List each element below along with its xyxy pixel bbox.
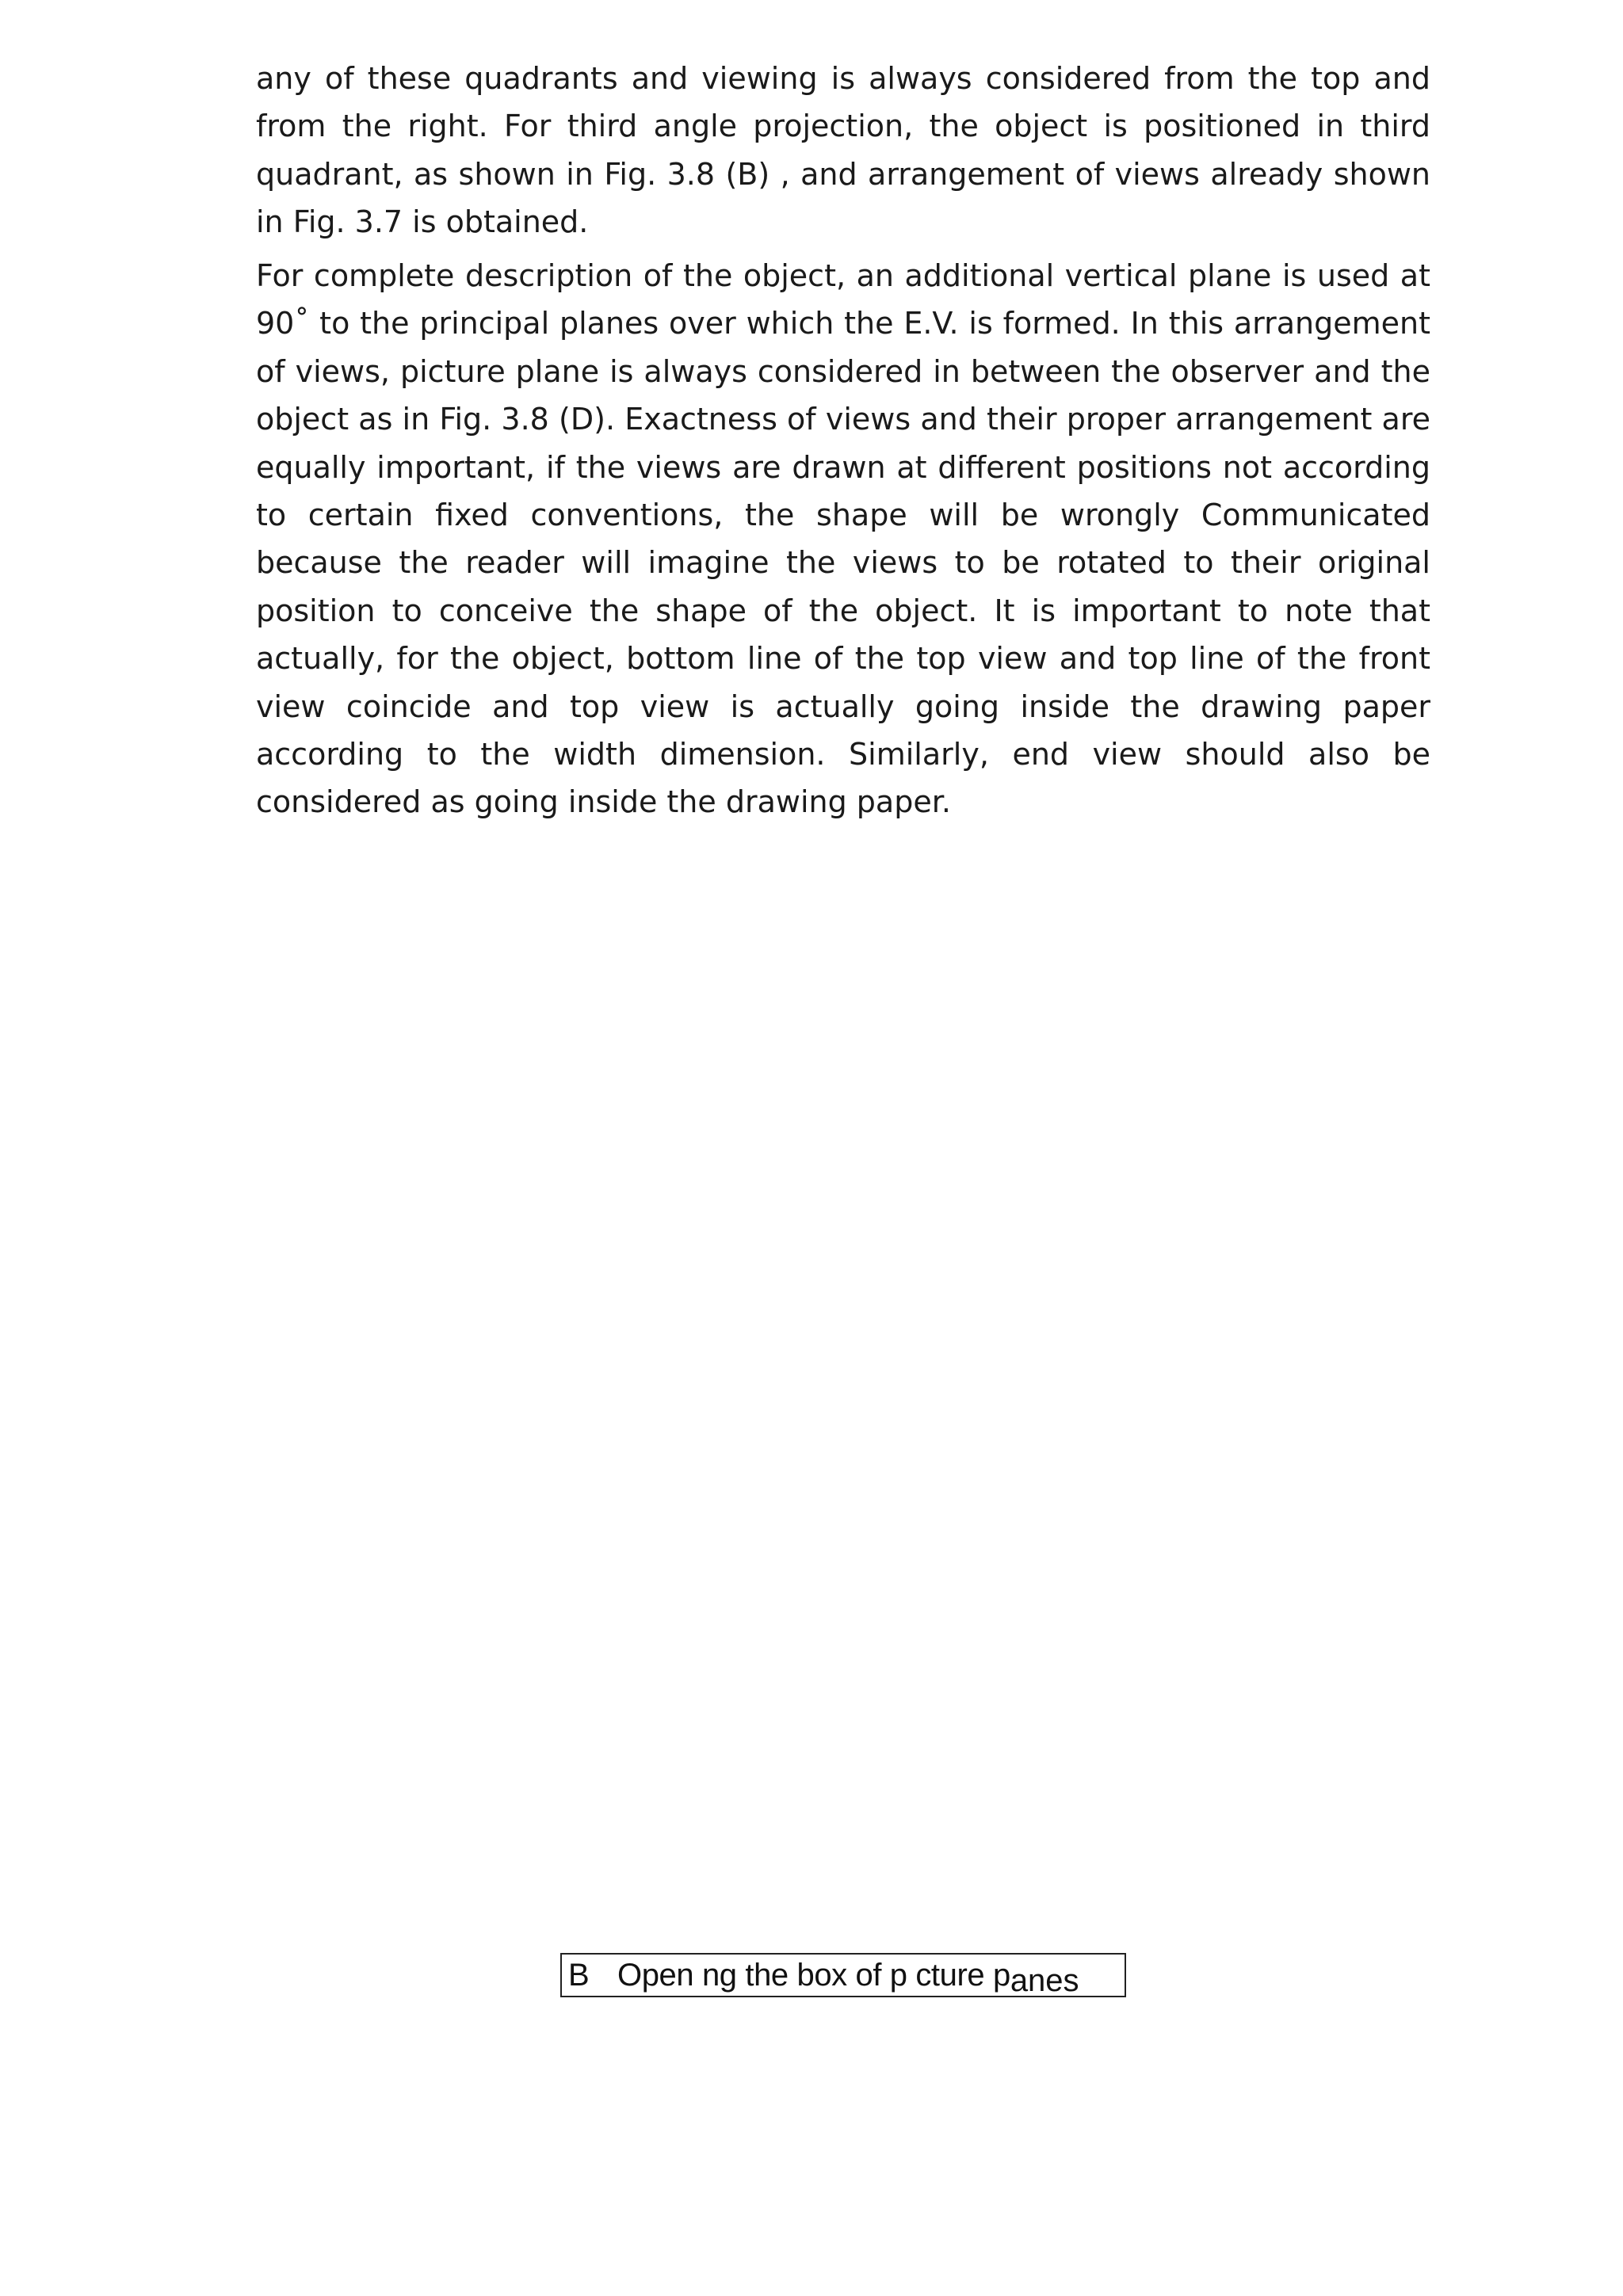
figure-caption-box bbox=[560, 1953, 1126, 1997]
body-paragraph-1: any of these quadrants and viewing is always considered from the top and from the right. For third angle projection, the object is positioned in third quadrant, as shown in Fig. 3.8 (B) , and arrangement of views already shown in Fig. 3.7 is obtained. bbox=[256, 61, 1430, 240]
body-paragraph-2: For complete description of the object, an additional vertical plane is used at 90˚ to the principal planes over which the E.V. is formed. In this arrangement of views, picture plane is always considered in between the observer and the object as in Fig. 3.8 (D). Exactness of views and their proper arrangement are equally important, if the views are drawn at different positions not according to certain fixed conventions, the shape will be wrongly Communicated because the reader will imagine the views to be rotated to their original position to conceive the shape of the object. It is important to note that actually, for the object, bottom line of the top view and top line of the front view coincide and top view is actually going inside the drawing paper according to the width dimension. Similarly, end view should also be considered as going inside the drawing paper. bbox=[256, 258, 1430, 820]
figure-caption-tail: anes bbox=[1010, 1963, 1079, 1997]
figure-caption-label: B bbox=[568, 1958, 590, 1993]
figure-caption-text: Open ng the box of p cture p bbox=[617, 1958, 1010, 1993]
